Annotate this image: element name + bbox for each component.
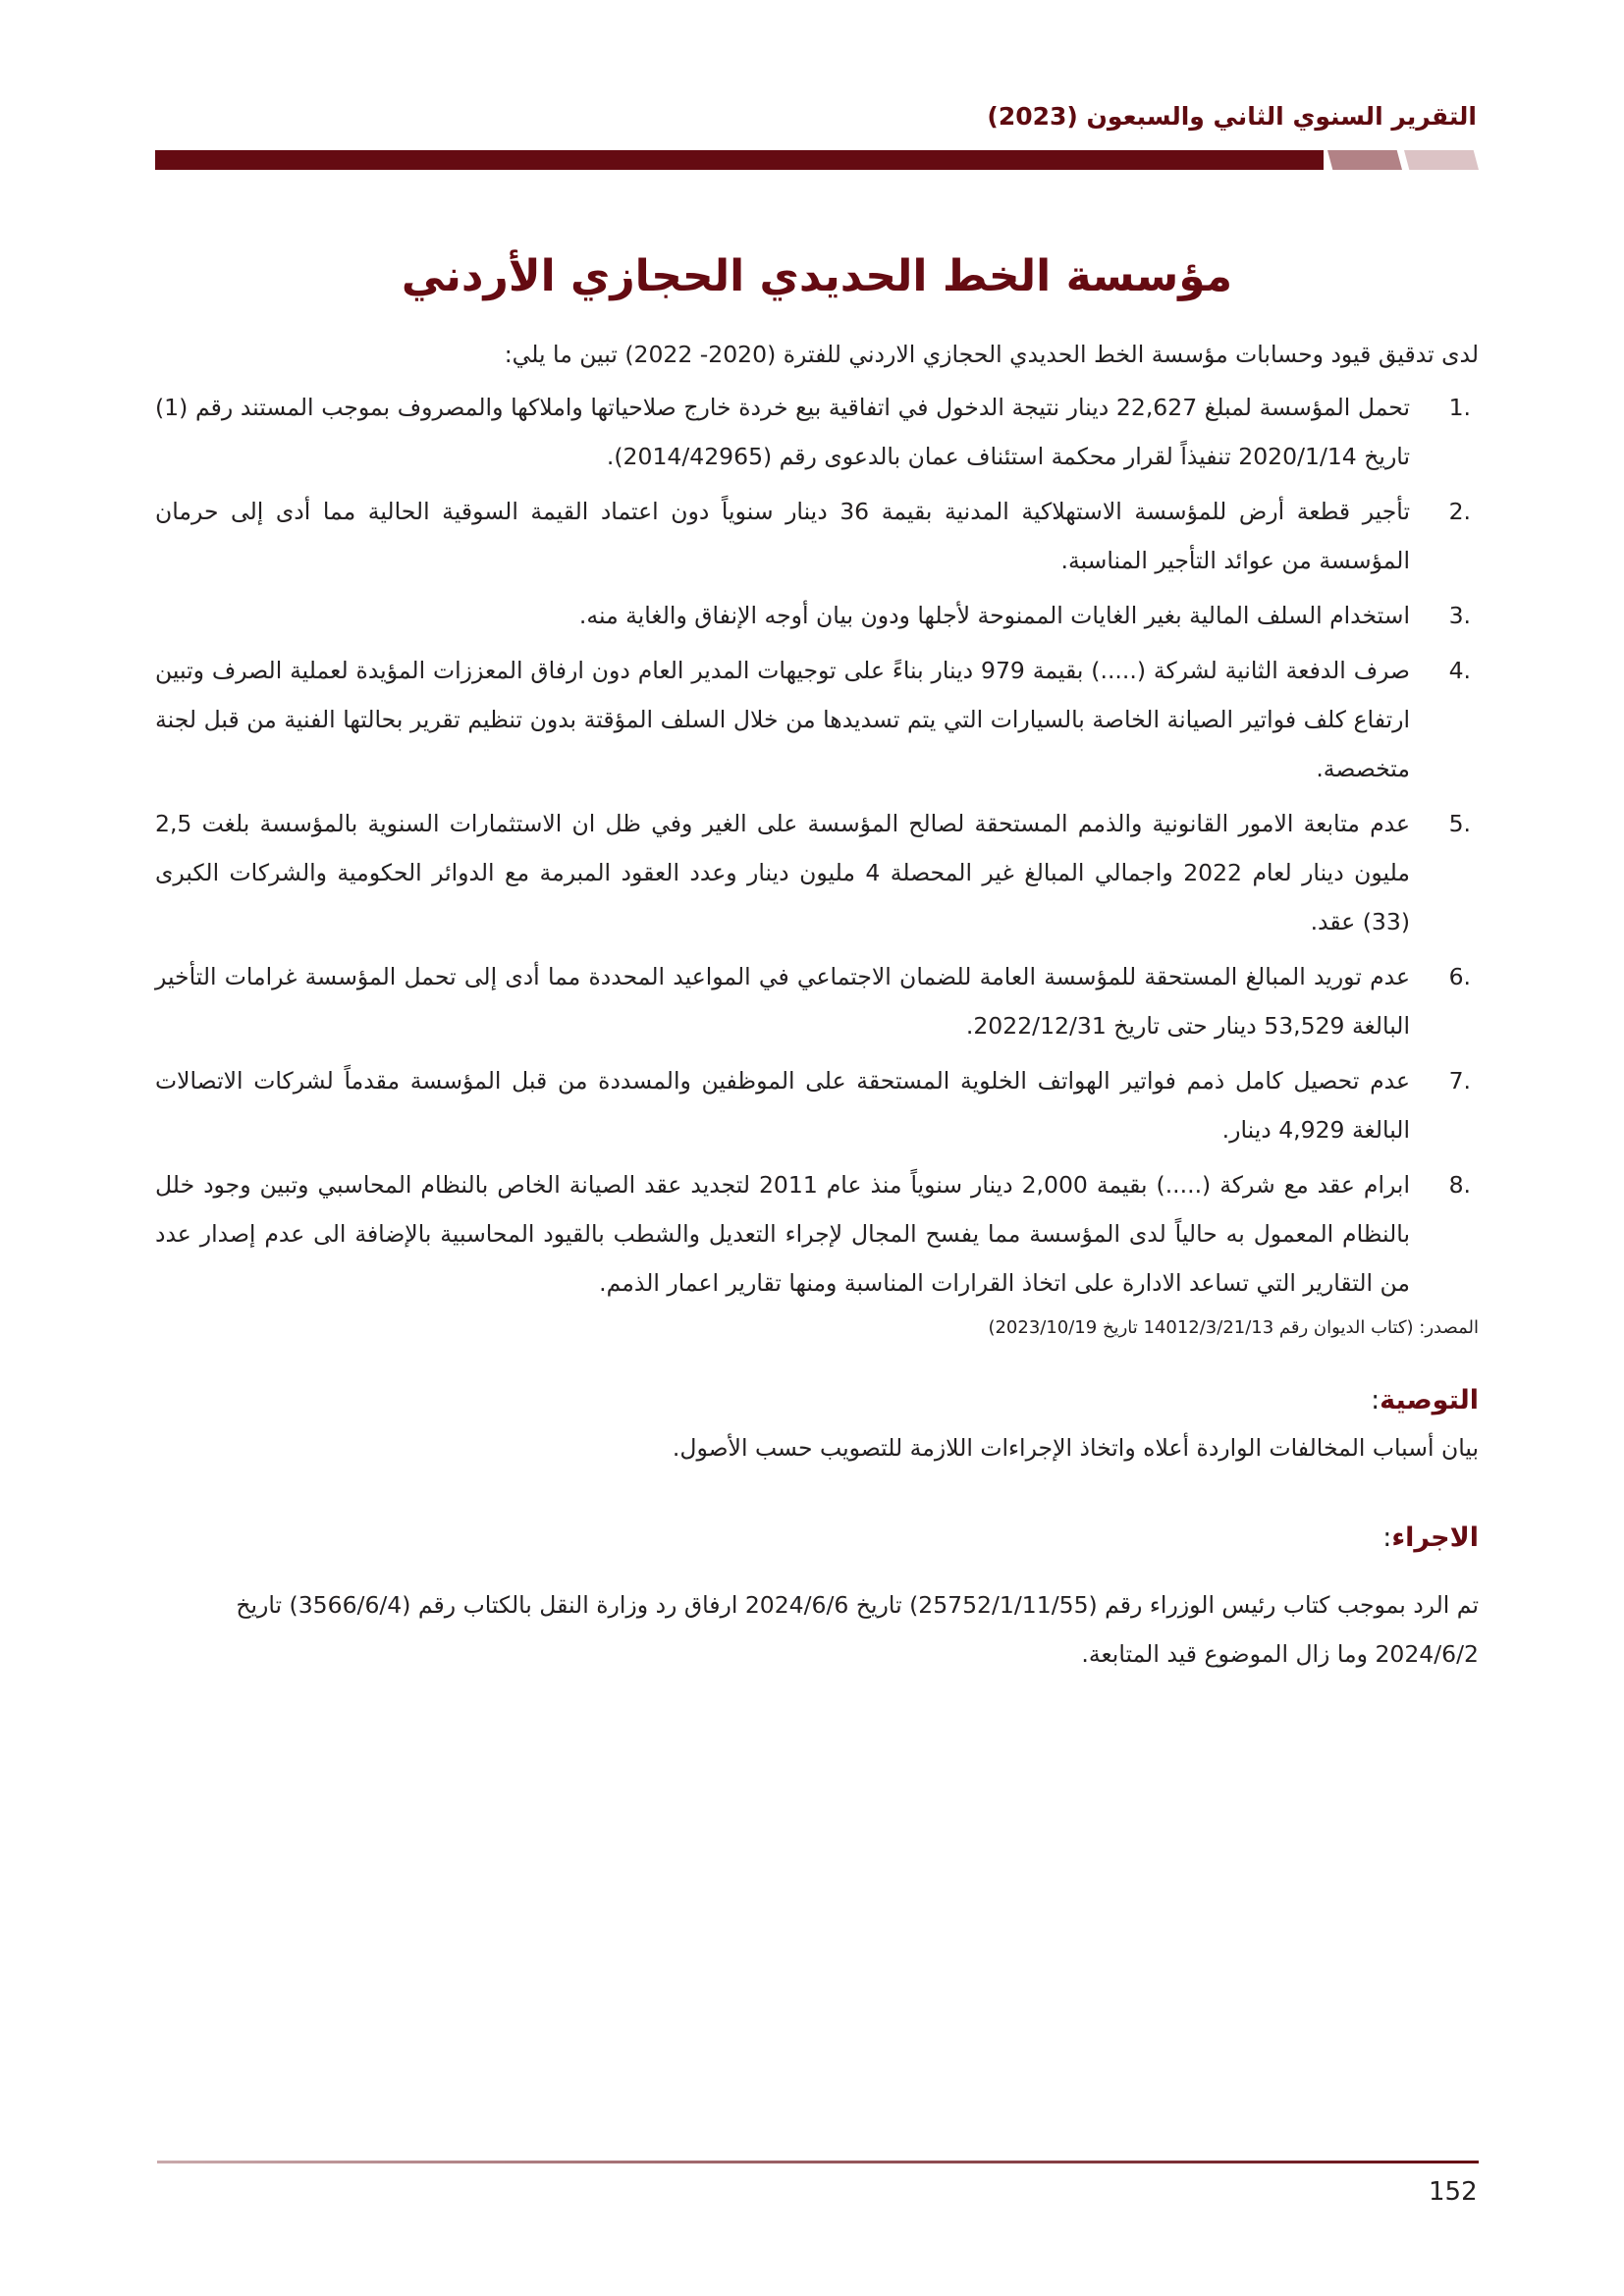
- report-header-title: التقرير السنوي الثاني والسبعون (2023): [987, 102, 1477, 131]
- action-heading-text: الاجراء: [1391, 1522, 1479, 1553]
- item-number: .2: [1448, 498, 1471, 525]
- item-text: عدم توريد المبالغ المستحقة للمؤسسة العامة للضمان الاجتماعي في المواعيد المحددة مما أدى إلى تحمل المؤسسة غرامات التأخير البالغة 53,529 دينار حتى تاريخ 2022/12/31.: [155, 963, 1410, 1040]
- item-number: .7: [1448, 1067, 1471, 1095]
- header-bar: [155, 150, 1324, 170]
- item-number: .3: [1448, 602, 1471, 629]
- footer-divider: [157, 2161, 1479, 2163]
- findings-list: [155, 383, 1479, 1308]
- item-text: ابرام عقد مع شركة (.....) بقيمة 2,000 دينار سنوياً منذ عام 2011 لتجديد عقد الصيانة الخاص بالنظام المحاسبي وتبين وجود خلل بالنظام المعمول به حالياً لدى المؤسسة مما يفسح المجال لإجراء التعديل والشطب بالقيود المحاسبية بالإضافة الى عدم إصدار عدد من التقارير التي تساعد الادارة على اتخاذ القرارات المناسبة ومنها تقارير اعمار الذمم.: [155, 1171, 1411, 1297]
- page-title: مؤسسة الخط الحديدي الحجازي الأردني: [401, 251, 1233, 301]
- item-number: .5: [1448, 810, 1471, 837]
- recommendation-heading: [155, 1378, 1479, 1423]
- list-item: [155, 952, 1479, 1050]
- page-number: 152: [1429, 2177, 1478, 2207]
- item-number: .6: [1448, 963, 1471, 990]
- item-text: استخدام السلف المالية بغير الغايات الممنوحة لأجلها ودون بيان أوجه الإنفاق والغاية منه.: [578, 602, 1410, 629]
- list-item: [155, 1056, 1479, 1154]
- header-bar-segment: [1404, 150, 1479, 170]
- item-number: .4: [1448, 657, 1471, 684]
- action-text: تم الرد بموجب كتاب رئيس الوزراء رقم (25752/1/11/55) تاريخ 2024/6/6 ارفاق رد وزارة النقل بالكتاب رقم (3566/6/4) تاريخ 2024/6/2 وما زال الموضوع قيد المتابعة.: [236, 1591, 1479, 1668]
- recommendation-text: بيان أسباب المخالفات الواردة أعلاه واتخاذ الإجراءات اللازمة للتصويب حسب الأصول.: [672, 1434, 1479, 1462]
- item-text: تحمل المؤسسة لمبلغ 22,627 دينار نتيجة الدخول في اتفاقية بيع خردة خارج صلاحياتها واملاكها والمصروف بموجب المستند رقم (1) تاريخ 2020/1/14 تنفيذاً لقرار محكمة استئناف عمان بالدعوى رقم (2014/42965).: [155, 394, 1411, 470]
- item-text: صرف الدفعة الثانية لشركة (.....) بقيمة 979 دينار بناءً على توجيهات المدير العام دون ارفاق المعززات المؤيدة لعملية الصرف وتبين ارتفاع كلف فواتير الصيانة الخاصة بالسيارات التي يتم تسديدها من خلال السلف المؤقتة بدون تنظيم تقرير بحالتها الفنية من قبل لجنة متخصصة.: [155, 657, 1410, 782]
- heading-colon: :: [1382, 1522, 1392, 1553]
- list-item: [155, 383, 1479, 481]
- item-text: عدم تحصيل كامل ذمم فواتير الهواتف الخلوية المستحقة على الموظفين والمسددة من قبل المؤسسة مقدماً لشركات الاتصالات البالغة 4,929 دينار.: [155, 1067, 1410, 1144]
- heading-colon: :: [1371, 1385, 1380, 1415]
- intro-paragraph: لدى تدقيق قيود وحسابات مؤسسة الخط الحديدي الحجازي الاردني للفترة (2020- 2022) تبين ما يلي:: [504, 341, 1479, 368]
- action-heading: [155, 1516, 1479, 1561]
- list-item: [155, 799, 1479, 946]
- source-note: المصدر: (كتاب الديوان رقم 14012/3/21/13 تاريخ 2023/10/19): [988, 1317, 1479, 1338]
- list-item: [155, 487, 1479, 585]
- item-text: عدم متابعة الامور القانونية والذمم المستحقة لصالح المؤسسة على الغير وفي ظل ان الاستثمارات السنوية بالمؤسسة بلغت 2,5 مليون دينار لعام 2022 واجمالي المبالغ غير المحصلة 4 مليون دينار وعدد العقود المبرمة مع الدوائر الحكومية والشركات الكبرى (33) عقد.: [155, 810, 1410, 935]
- list-item: [155, 646, 1479, 793]
- item-text: تأجير قطعة أرض للمؤسسة الاستهلاكية المدنية بقيمة 36 دينار سنوياً دون اعتماد القيمة السوقية الحالية مما أدى إلى حرمان المؤسسة من عوائد التأجير المناسبة.: [155, 498, 1410, 574]
- list-item: [155, 591, 1479, 640]
- document-body: [155, 330, 1479, 1679]
- recommendation-heading-text: التوصية: [1380, 1385, 1479, 1415]
- item-number: .8: [1448, 1171, 1471, 1199]
- list-item: [155, 1160, 1479, 1308]
- item-number: .1: [1448, 394, 1471, 421]
- header-bar-segment: [1327, 150, 1402, 170]
